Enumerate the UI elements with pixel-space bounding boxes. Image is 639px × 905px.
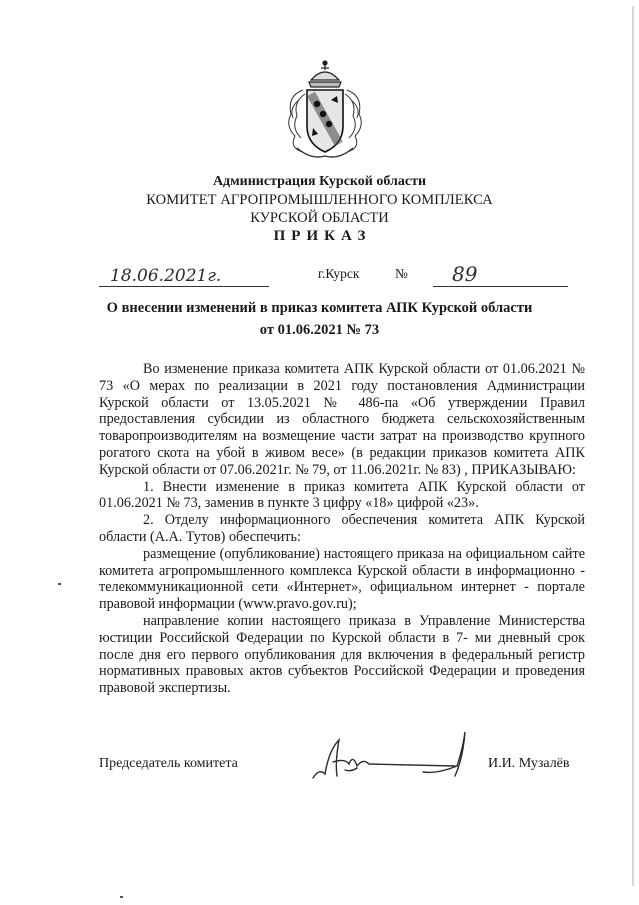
scan-speck	[58, 583, 61, 585]
number-underline	[433, 286, 568, 287]
administration-heading: Администрация Курской области	[212, 174, 427, 189]
number-sign: №	[395, 266, 408, 281]
signer-position: Председатель комитета	[99, 756, 238, 771]
scan-edge-shadow	[632, 6, 634, 886]
clause-2: 2. Отделу информационного обеспечения комитета АПК Курской области (А.А. Тутов) обеспечить:	[99, 512, 585, 545]
preamble-paragraph: Во изменение приказа комитета АПК Курской области от 01.06.2021 № 73 «О мерах по реализации в 2021 году постановления Администрации Курской области от 13.05.2021 № 486-па «Об утверждении Правил предоставления субсидии из областного бюджета сельскохозяйственным товаропроизводителям на возмещение части затрат на производство крупного рогатого скота на убой в живом весе» (в редакции приказов комитета АПК Курской области от 07.06.2021г. № 79, от 11.06.2021г. № 83) , ПРИКАЗЫВАЮ:	[99, 361, 585, 478]
city-label: г.Курск	[318, 266, 360, 281]
order-number: 89	[452, 262, 478, 286]
document-body	[99, 361, 585, 697]
document-title-reference: от 01.06.2021 № 73	[259, 322, 380, 338]
committee-heading: КОМИТЕТ АГРОПРОМЫШЛЕННОГО КОМПЛЕКСА	[146, 192, 493, 208]
signer-name: И.И. Музалёв	[488, 756, 570, 771]
order-date: 18.06.2021г.	[110, 266, 222, 286]
clause-1: 1. Внести изменение в приказ комитета АПК Курской области от 01.06.2021 № 73, заменив в пункте 3 цифру «18» цифрой «23».	[99, 478, 585, 512]
document-title: О внесении изменений в приказ комитета АПК Курской области	[106, 300, 533, 316]
document-type-heading: ПРИКАЗ	[273, 228, 372, 244]
handwritten-signature	[305, 728, 485, 788]
clause-2-ministry-copy: направление копии настоящего приказа в Управление Министерства юстиции Российской Федерации по Курской области в 7- ми дневный срок после дня его первого опубликования для включения в федеральный регистр нормативных правовых актов субъектов Российской Федерации и проведения правовой экспертизы.	[99, 612, 585, 697]
region-heading: КУРСКОЙ ОБЛАСТИ	[250, 210, 389, 226]
coat-of-arms-emblem	[281, 56, 369, 164]
scan-speck	[120, 896, 123, 898]
date-underline	[99, 286, 269, 287]
clause-2-publication: размещение (опубликование) настоящего приказа на официальном сайте комитета агропромышленного комплекса Курской области в информационно - телекоммуникационной сети «Интернет», официальном интернет - портале правовой информации (www.pravo.gov.ru);	[99, 545, 585, 613]
